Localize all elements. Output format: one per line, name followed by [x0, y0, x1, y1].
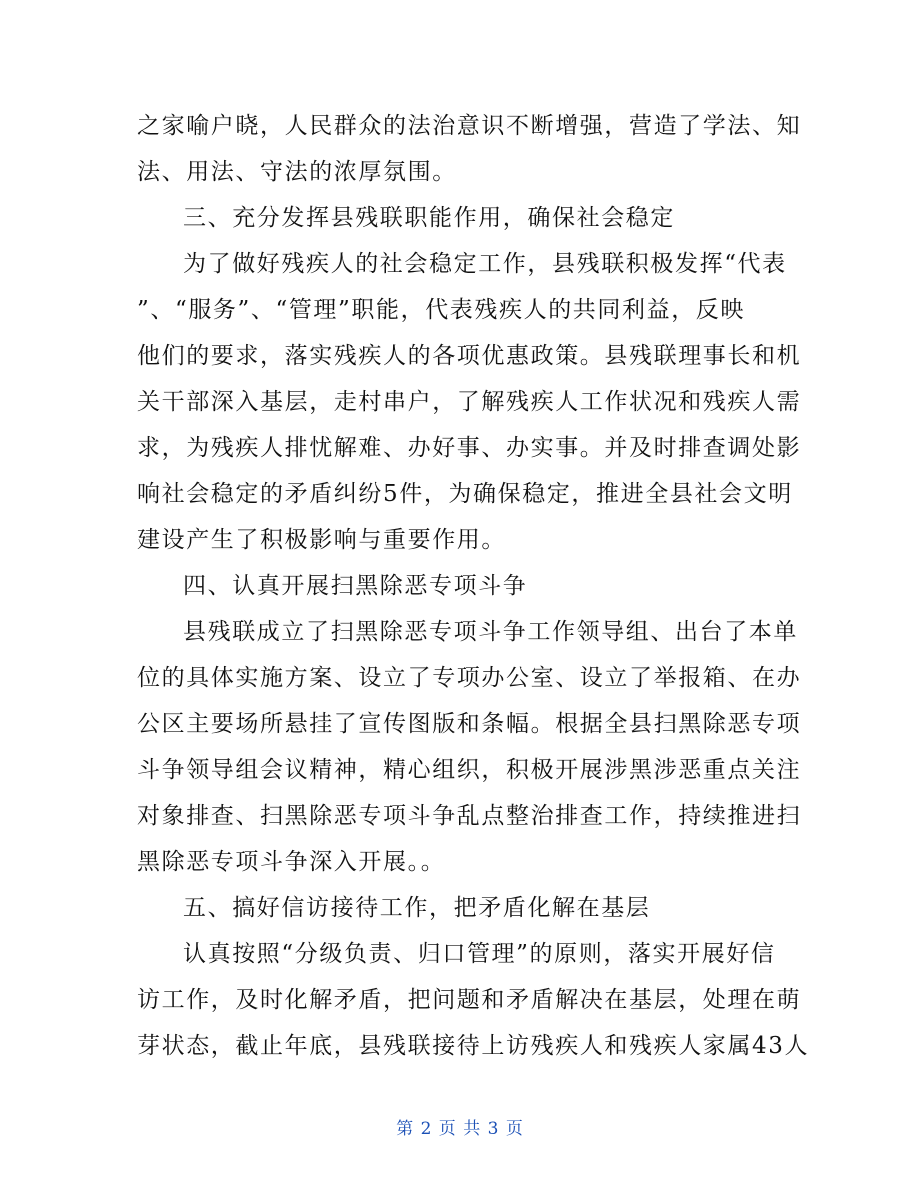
- body-line: 公区主要场所悬挂了宣传图版和条幅。根据全县扫黑除恶专项: [137, 711, 802, 737]
- body-line: 之家喻户晓，人民群众的法治意识不断增强，营造了学法、知: [137, 113, 802, 139]
- body-line: 为了做好残疾人的社会稳定工作，县残联积极发挥“代表: [183, 251, 787, 277]
- body-line: 斗争领导组会议精神，精心组织，积极开展涉黑涉恶重点关注: [137, 757, 802, 783]
- body-line: 芽状态，截止年底，县残联接待上访残疾人和残疾人家属43人: [137, 1033, 810, 1059]
- body-line: 对象排查、扫黑除恶专项斗争乱点整治排查工作，持续推进扫: [137, 803, 802, 829]
- body-line: 法、用法、守法的浓厚氛围。: [137, 159, 457, 185]
- body-line: 认真按照“分级负责、归口管理”的原则，落实开展好信: [183, 941, 776, 967]
- body-line: 建设产生了积极影响与重要作用。: [137, 527, 506, 553]
- body-line: 位的具体实施方案、设立了专项办公室、设立了举报箱、在办: [137, 665, 802, 691]
- body-line: 黑除恶专项斗争深入开展。。: [137, 849, 446, 875]
- body-line: 他们的要求，落实残疾人的各项优惠政策。县残联理事长和机: [137, 343, 802, 369]
- section-heading-4: 四、认真开展扫黑除恶专项斗争: [183, 573, 528, 599]
- page-number-footer: 第 2 页 共 3 页: [396, 1119, 524, 1139]
- body-line: 响社会稳定的矛盾纠纷5件，为确保稳定，推进全县社会文明: [137, 481, 793, 507]
- section-heading-5: 五、搞好信访接待工作，把矛盾化解在基层: [183, 895, 651, 921]
- body-line: 求，为残疾人排忧解难、办好事、办实事。并及时排查调处影: [137, 435, 802, 461]
- body-line: 访工作，及时化解矛盾，把问题和矛盾解决在基层，处理在萌: [137, 987, 802, 1013]
- body-line: 县残联成立了扫黑除恶专项斗争工作领导组、出台了本单: [183, 619, 798, 645]
- section-heading-3: 三、充分发挥县残联职能作用，确保社会稳定: [183, 205, 675, 231]
- body-line: 关干部深入基层，走村串户，了解残疾人工作状况和残疾人需: [137, 389, 802, 415]
- body-line: ”、“服务”、“管理”职能，代表残疾人的共同利益，反映: [137, 297, 745, 323]
